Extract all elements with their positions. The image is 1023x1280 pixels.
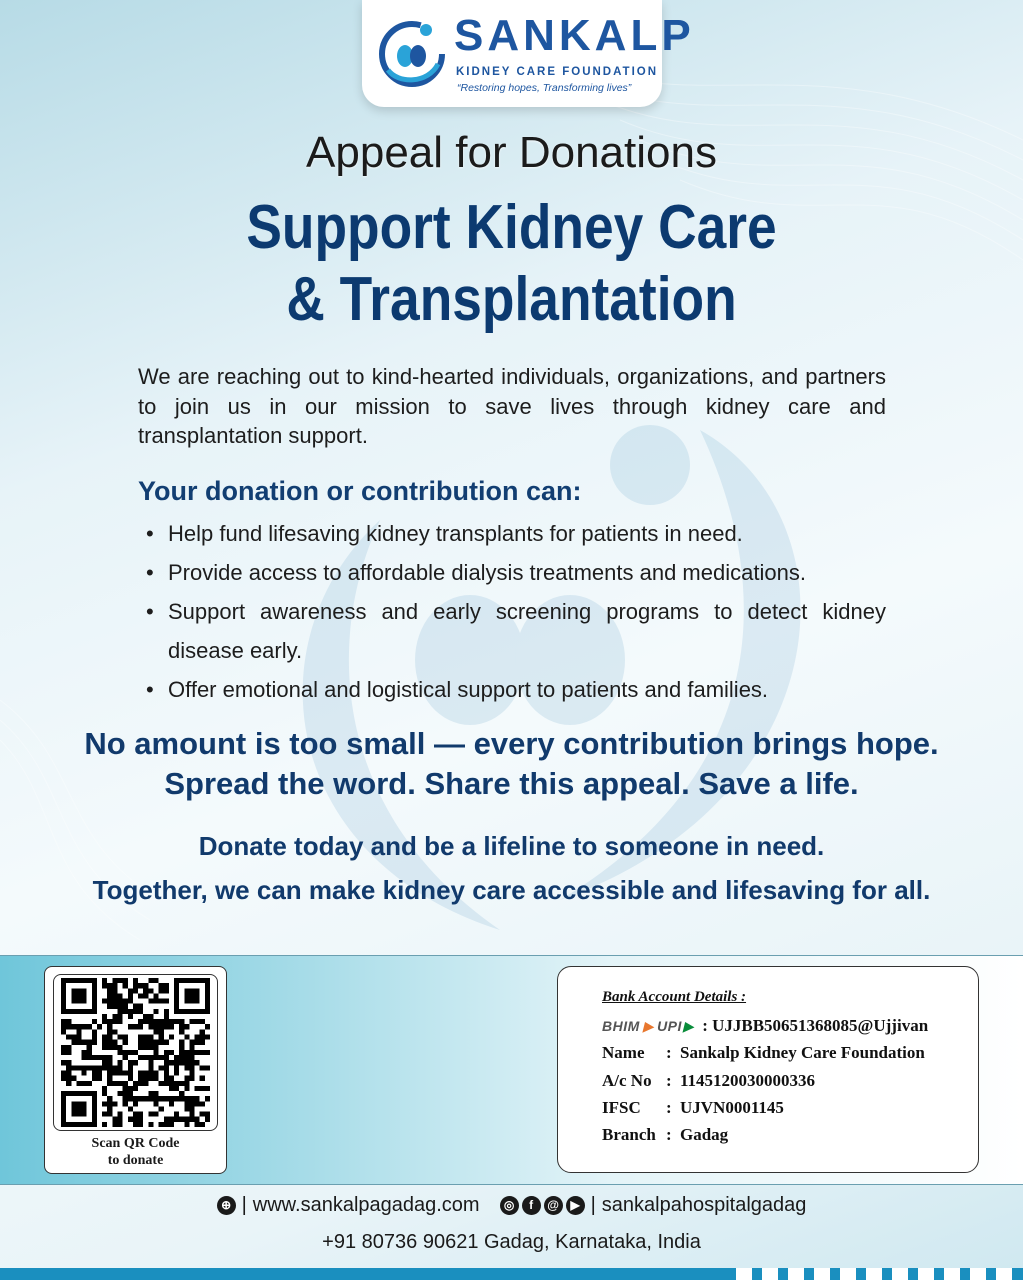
upi-logo-text: UPI (657, 1018, 682, 1034)
upi-id[interactable]: : UJJBB50651368085@Ujjivan (702, 1016, 929, 1035)
stripe-segment (814, 1268, 830, 1280)
stripe-segment (762, 1268, 778, 1280)
list-item: • Help fund lifesaving kidney transplants for patients in need. (146, 514, 886, 553)
list-item: • Provide access to affordable dialysis treatments and medications. (146, 553, 886, 592)
stripe-segment (944, 1268, 960, 1280)
intro-paragraph: We are reaching out to kind-hearted individuals, organizations, and partners to join us in our mission to save lives through kidney care and transplantation support. (138, 364, 886, 448)
bank-row-key: IFSC (602, 1098, 641, 1117)
bank-row-separator: : (666, 1043, 672, 1062)
slogan-line-2: Spread the word. Share this appeal. Save a life. (164, 766, 859, 801)
slogan-line-1: No amount is too small — every contribution brings hope. (84, 726, 939, 761)
stripe-segment (892, 1268, 908, 1280)
bank-row-branch (602, 1125, 728, 1145)
list-item: • Offer emotional and logistical support to patients and families. (146, 670, 886, 709)
bottom-stripe (0, 1268, 1023, 1280)
contribution-list (146, 514, 886, 709)
closing-line-2: Together, we can make kidney care accessible and lifesaving for all. (92, 875, 931, 905)
facebook-icon[interactable]: f (522, 1196, 541, 1215)
stripe-segment (840, 1268, 856, 1280)
bank-details-title: Bank Account Details : (602, 989, 747, 1005)
footer-links (0, 1194, 1023, 1217)
bhim-logo-text: BHIM (602, 1018, 640, 1034)
headline-line-1: Support Kidney Care (246, 193, 777, 262)
qr-caption-line-1: Scan QR Code (91, 1136, 180, 1151)
upi-arrow-icon: ▶ (682, 1017, 695, 1034)
bank-row-separator: : (666, 1098, 672, 1117)
stripe-segment (970, 1268, 986, 1280)
bank-row-name (602, 1043, 925, 1063)
footer-divider: | (241, 1194, 247, 1216)
bank-row-value: Sankalp Kidney Care Foundation (680, 1043, 925, 1062)
bhim-upi-logo (602, 1018, 694, 1035)
closing-line-1: Donate today and be a lifeline to someone in need. (198, 831, 825, 861)
stripe-segment (736, 1268, 752, 1280)
qr-card (44, 966, 227, 1174)
bank-row-separator: : (666, 1125, 672, 1144)
list-item: • Support awareness and early screening programs to detect kidney disease early. (146, 592, 886, 670)
upi-row (602, 1015, 928, 1037)
logo-subtitle: KIDNEY CARE FOUNDATION (456, 66, 659, 78)
bhim-arrow-icon: ▶ (642, 1017, 655, 1034)
footer-divider: | (590, 1194, 596, 1216)
contact-line: +91 80736 90621 Gadag, Karnataka, India (322, 1231, 701, 1253)
stripe-segment (996, 1268, 1012, 1280)
bank-row-value[interactable]: 1145120030000336 (680, 1071, 816, 1090)
qr-code[interactable] (57, 978, 214, 1127)
slogan (0, 724, 1023, 804)
stripe-segment (866, 1268, 882, 1280)
bank-row-ifsc (602, 1098, 784, 1118)
bank-row-account (602, 1071, 815, 1091)
logo-kidney-icon (378, 20, 446, 88)
logo-card (362, 0, 695, 107)
qr-caption-line-2: to donate (107, 1153, 164, 1168)
logo-name: SANKALP (454, 11, 695, 60)
bank-row-key: Branch (602, 1125, 656, 1144)
youtube-icon[interactable]: ▶ (566, 1196, 585, 1215)
closing-message (0, 824, 1023, 912)
instagram-icon[interactable]: ◎ (500, 1196, 519, 1215)
logo-tagline: “Restoring hopes, Transforming lives” (457, 82, 632, 94)
social-handle[interactable]: sankalpahospitalgadag (601, 1194, 807, 1216)
appeal-title: Appeal for Donations (306, 128, 717, 177)
bank-row-value[interactable]: UJVN0001145 (680, 1098, 784, 1117)
bank-row-key: A/c No (602, 1071, 652, 1090)
bank-details-card (557, 966, 979, 1173)
contribution-heading: Your donation or contribution can: (138, 476, 582, 506)
qr-caption (45, 1135, 226, 1169)
qr-frame (53, 974, 218, 1131)
headline (72, 192, 952, 336)
globe-icon: ⊕ (217, 1196, 236, 1215)
threads-icon[interactable]: @ (544, 1196, 563, 1215)
stripe-segment (788, 1268, 804, 1280)
bank-row-value: Gadag (680, 1125, 729, 1144)
stripe-segment (918, 1268, 934, 1280)
headline-line-2: & Transplantation (286, 265, 737, 334)
bank-row-separator: : (666, 1071, 672, 1090)
bank-row-key: Name (602, 1043, 645, 1062)
website-link[interactable]: www.sankalpagadag.com (252, 1194, 480, 1216)
